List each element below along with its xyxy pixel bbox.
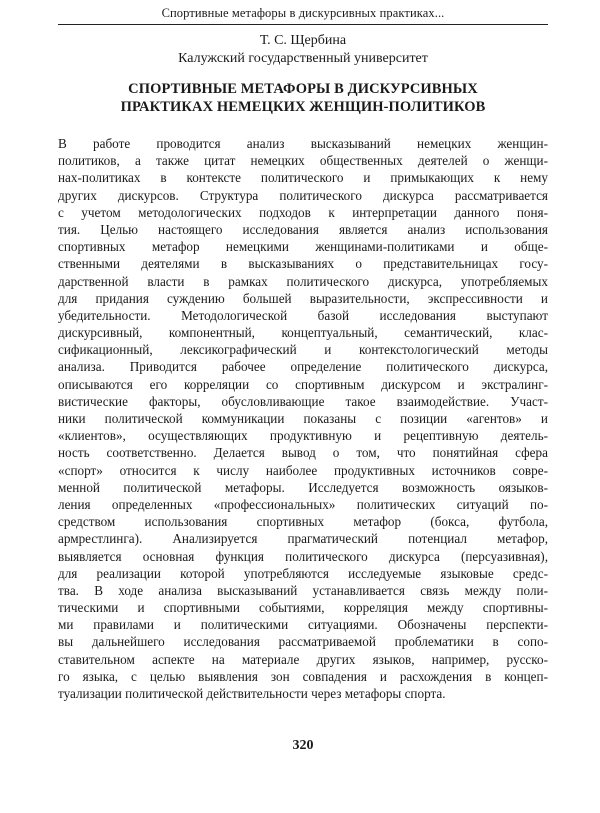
body-line: нах-политиках в контексте политического и примыкающих к нему (58, 170, 548, 186)
page-number: 320 (292, 738, 314, 753)
body-line: сификационный, лексикографический и контекстологический методы (58, 342, 548, 358)
body-line: анализа. Приводится рабочее определение политического дискурса, (58, 359, 548, 375)
body-line: описываются его корреляции со спортивным дискурсом и экстралинг- (58, 376, 548, 392)
body-line: ники политической коммуникации показаны с позиции «агентов» и (58, 411, 548, 426)
body-line: вистические факторы, обусловливающие такое взаимодействие. Участ- (58, 393, 548, 409)
body-line: с учетом методологических подходов к интерпретации данного поня- (58, 204, 548, 220)
body-line: политиков, а также цитат немецких общественных деятелей о женщи- (58, 153, 548, 169)
body-line: тическими и спортивными событиями, корреляция между спортивны- (58, 600, 548, 616)
body-line: других дискурсов. Структура политического дискурса рассматривается (58, 187, 548, 203)
body-line: тва. В ходе анализа высказываний устанавливается связь между поли- (58, 582, 548, 598)
body-line: дарственной власти в рамках политического дискурса, употребляемых (58, 273, 548, 289)
body-line: армрестлинга). Анализируется прагматический потенциал метафор, (58, 531, 548, 547)
body-line: ственными деятелями в высказываниях о представительницах госу- (58, 256, 548, 272)
body-line: убедительности. Методологической базой исследования выступают (58, 307, 548, 323)
body-line: спортивных метафор немецкими женщинами-политиками и обще- (58, 239, 548, 255)
abstract-body (58, 135, 548, 702)
title-line: СПОРТИВНЫЕ МЕТАФОРЫ В ДИСКУРСИВНЫХ (128, 81, 478, 97)
body-line: ставительном аспекте на материале других языков, например, русско- (58, 651, 548, 667)
body-line: ми правилами и политическими ситуациями. Обозначены перспекти- (58, 617, 548, 633)
body-line: туализации политической действительности через метафоры спорта. (58, 686, 446, 701)
body-line: «спорт» относится к числу наиболее продуктивных источников совре- (58, 462, 548, 478)
body-line: дискурсивный, компонентный, концептуальный, семантический, клас- (58, 325, 548, 341)
body-line: вы дальнейшего исследования рассматриваемой проблематики в сопо- (58, 634, 548, 650)
body-line: менной политической метафоры. Исследуется возможность оязыков- (58, 479, 548, 495)
body-line: выявляется основная функция политического дискурса (персуазивная), (58, 548, 548, 564)
body-line: В работе проводится анализ высказываний немецких женщин- (58, 136, 548, 151)
running-head: Спортивные метафоры в дискурсивных практиках... (58, 6, 548, 25)
article-title (58, 80, 548, 116)
author-name: Т. С. Щербина (259, 33, 347, 48)
body-line: «клиентов», осуществляющих продуктивную и рецептивную деятель- (58, 428, 548, 444)
author-affiliation: Калужский государственный университет (178, 51, 428, 66)
body-line: тия. Целью настоящего исследования является анализ использования (58, 221, 548, 237)
body-line: для придания суждению большей выразительности, экспрессивности и (58, 290, 548, 306)
body-line: ления определенных «профессиональных» политических ситуаций по- (58, 496, 548, 512)
body-line: го языка, с целью выявления зон совпадения и расхождения в концеп- (58, 668, 548, 684)
title-line: ПРАКТИКАХ НЕМЕЦКИХ ЖЕНЩИН-ПОЛИТИКОВ (120, 99, 486, 115)
body-line: для реализации которой употребляются исследуемые языковые средс- (58, 565, 548, 581)
body-line: ность соответственно. Делается вывод о том, что понятийная сфера (58, 445, 548, 461)
body-line: средством использования спортивных метафор (бокса, футбола, (58, 514, 548, 530)
